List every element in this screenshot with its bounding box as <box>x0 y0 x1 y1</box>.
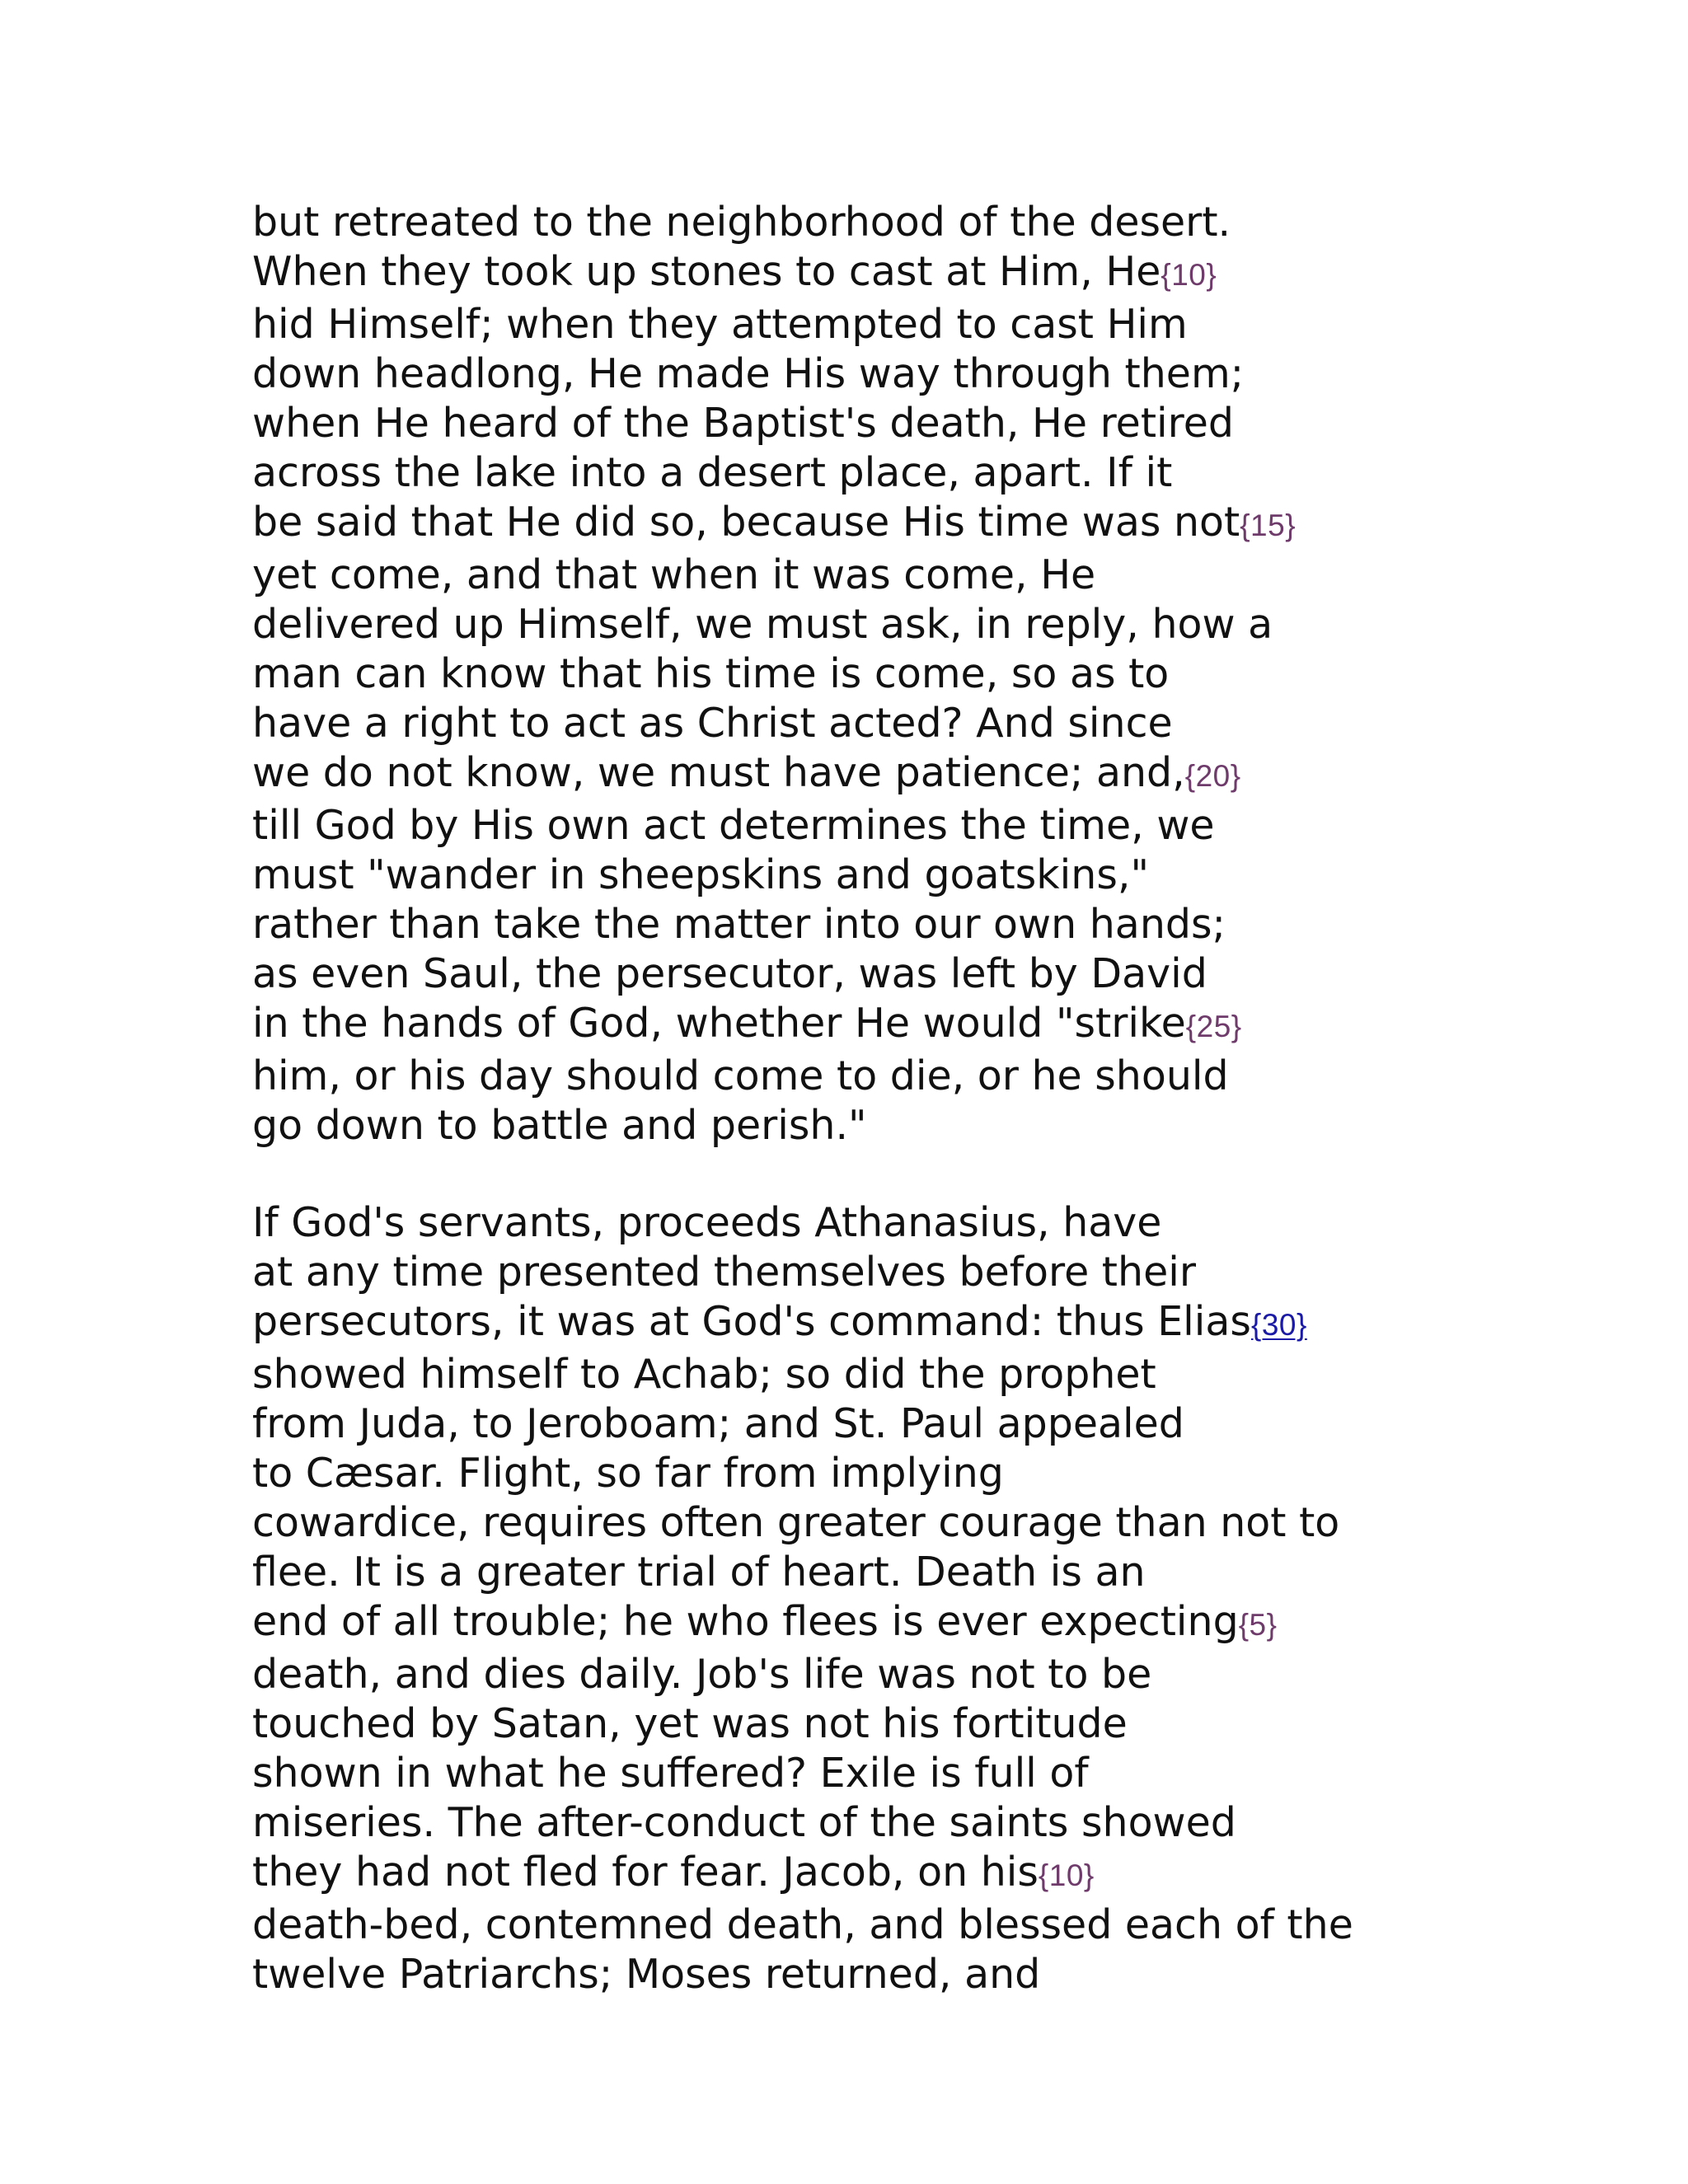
text-line <box>252 1749 1612 1798</box>
text-line <box>252 1101 1612 1151</box>
line-text: in the hands of God, whether He would "strike <box>252 1000 1186 1047</box>
text-line <box>252 399 1612 448</box>
text-line <box>252 1597 1612 1650</box>
text-line <box>252 1548 1612 1597</box>
line-text: hid Himself; when they attempted to cast Him <box>252 301 1188 348</box>
line-text: at any time presented themselves before their <box>252 1249 1196 1296</box>
line-text: they had not fled for fear. Jacob, on his <box>252 1849 1039 1896</box>
line-text: have a right to act as Christ acted? And since <box>252 700 1173 747</box>
line-text: delivered up Himself, we must ask, in reply, how a <box>252 601 1273 648</box>
text-line <box>252 1848 1612 1900</box>
text-line <box>252 1699 1612 1749</box>
text-line <box>252 498 1612 551</box>
line-text: when He heard of the Baptist's death, He retired <box>252 400 1234 447</box>
text-line <box>252 999 1612 1052</box>
paragraph-1 <box>252 198 1612 1151</box>
line-number-link[interactable]: {30} <box>1250 1308 1307 1342</box>
text-line <box>252 247 1612 300</box>
text-line <box>252 1198 1612 1248</box>
line-text: till God by His own act determines the time, we <box>252 802 1215 849</box>
text-line <box>252 1449 1612 1498</box>
paragraph-2 <box>252 1198 1612 1999</box>
line-text: death-bed, contemned death, and blessed each of the <box>252 1901 1353 1948</box>
text-line <box>252 1950 1612 1999</box>
line-text: must "wander in sheepskins and goatskins," <box>252 851 1149 898</box>
line-text: flee. It is a greater trial of heart. Death is an <box>252 1549 1146 1596</box>
line-number-marker: {10} <box>1038 1858 1095 1892</box>
text-line <box>252 198 1612 247</box>
line-text: end of all trouble; he who flees is ever expecting <box>252 1598 1239 1645</box>
line-text: as even Saul, the persecutor, was left by David <box>252 950 1207 997</box>
text-line <box>252 1900 1612 1950</box>
text-line <box>252 1052 1612 1101</box>
text-line <box>252 801 1612 851</box>
text-line <box>252 448 1612 498</box>
line-text: miseries. The after-conduct of the saints showed <box>252 1799 1236 1846</box>
text-line <box>252 551 1612 600</box>
text-line <box>252 748 1612 801</box>
line-number-marker: {5} <box>1238 1608 1278 1642</box>
line-text: rather than take the matter into our own hands; <box>252 901 1226 948</box>
line-text: yet come, and that when it was come, He <box>252 551 1096 598</box>
line-text: If God's servants, proceeds Athanasius, have <box>252 1199 1162 1246</box>
text-line <box>252 1650 1612 1699</box>
line-number-marker: {25} <box>1185 1010 1242 1043</box>
text-line <box>252 699 1612 748</box>
text-line <box>252 600 1612 649</box>
line-text: death, and dies daily. Job's life was not to be <box>252 1651 1152 1698</box>
text-column <box>252 198 1612 1999</box>
line-text: showed himself to Achab; so did the prophet <box>252 1351 1156 1398</box>
line-number-marker: {20} <box>1184 759 1241 793</box>
line-text: twelve Patriarchs; Moses returned, and <box>252 1951 1041 1998</box>
line-text: him, or his day should come to die, or he should <box>252 1052 1229 1099</box>
text-line <box>252 1297 1612 1350</box>
line-text: we do not know, we must have patience; and, <box>252 749 1185 796</box>
line-text: shown in what he suffered? Exile is full of <box>252 1750 1089 1797</box>
line-text: but retreated to the neighborhood of the desert. <box>252 199 1231 246</box>
line-text: be said that He did so, because His time was not <box>252 499 1240 546</box>
text-line <box>252 1798 1612 1848</box>
line-text: touched by Satan, yet was not his fortitude <box>252 1700 1128 1747</box>
line-text: from Juda, to Jeroboam; and St. Paul appealed <box>252 1400 1184 1447</box>
text-line <box>252 1399 1612 1449</box>
line-text: down headlong, He made His way through them; <box>252 350 1245 397</box>
text-line <box>252 1350 1612 1399</box>
line-text: persecutors, it was at God's command: thus Elias <box>252 1298 1251 1345</box>
text-line <box>252 949 1612 999</box>
line-number-marker: {10} <box>1160 258 1217 292</box>
text-line <box>252 349 1612 399</box>
text-line <box>252 649 1612 699</box>
text-line <box>252 851 1612 900</box>
line-text: man can know that his time is come, so as to <box>252 650 1170 697</box>
line-text: cowardice, requires often greater courage than not to <box>252 1499 1340 1546</box>
text-line <box>252 1248 1612 1297</box>
line-text: to Cæsar. Flight, so far from implying <box>252 1450 1004 1497</box>
line-number-marker: {15} <box>1240 509 1296 542</box>
text-line <box>252 900 1612 949</box>
line-text: across the lake into a desert place, apart. If it <box>252 449 1173 496</box>
text-line <box>252 300 1612 349</box>
text-line <box>252 1498 1612 1548</box>
line-text: When they took up stones to cast at Him, He <box>252 248 1161 295</box>
line-text: go down to battle and perish." <box>252 1102 867 1149</box>
